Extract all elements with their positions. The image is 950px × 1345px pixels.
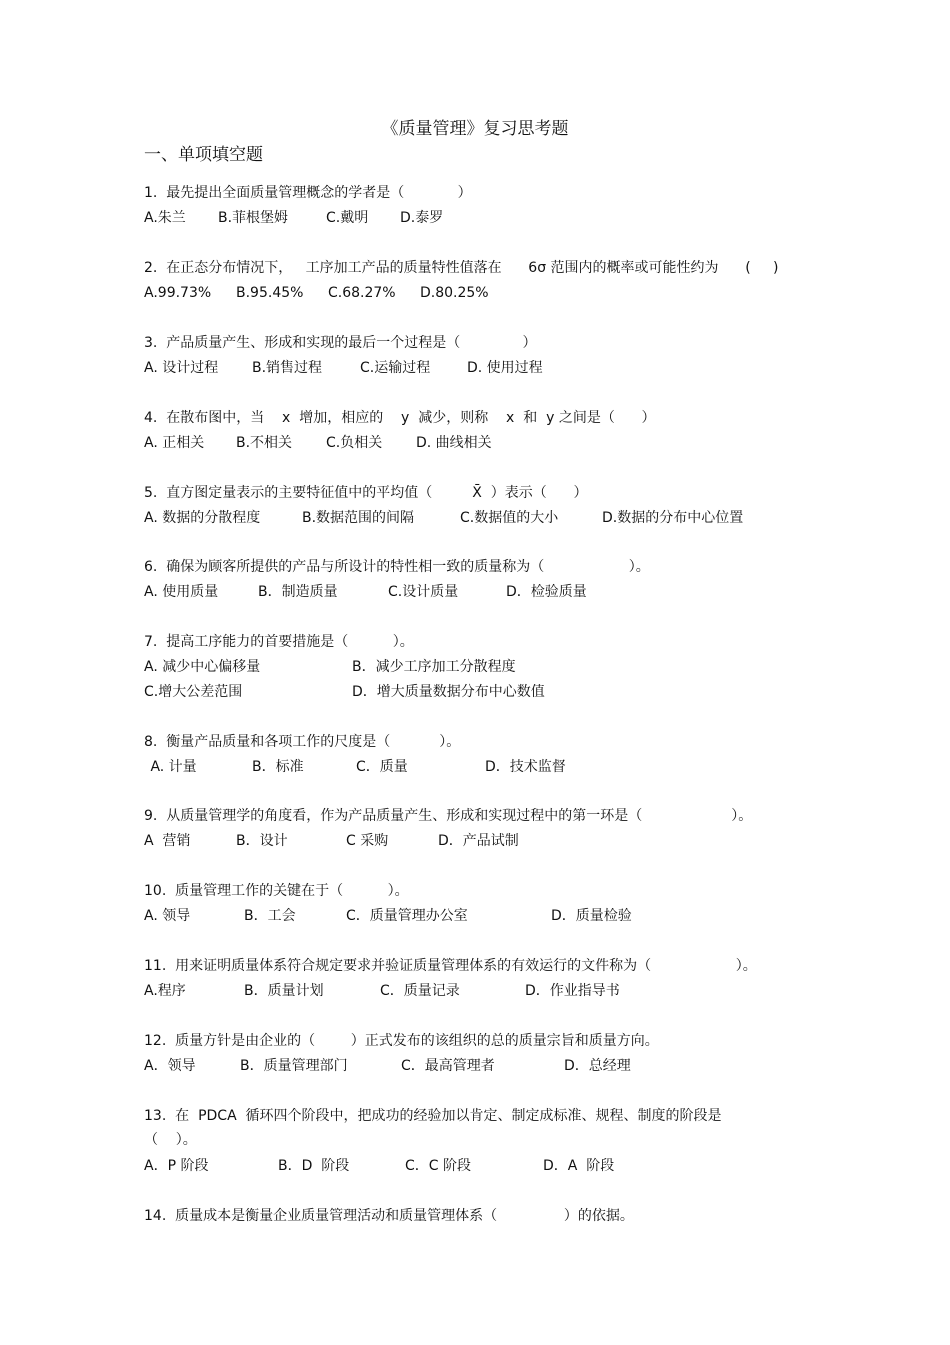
question-1-option-c: C.戴明 — [326, 210, 369, 226]
question-12-stem: 12. 质量方针是由企业的（ ）正式发布的该组织的总的质量宗旨和质量方向。 — [144, 1033, 659, 1049]
question-4-stem: 4. 在散布图中，当 x 增加，相应的 y 减少，则称 x 和 y 之间是（ ） — [144, 410, 656, 426]
question-13-stem-continuation: （ ）。 — [144, 1132, 197, 1148]
question-11-stem: 11. 用来证明质量体系符合规定要求并验证质量管理体系的有效运行的文件称为（ ）。 — [144, 958, 757, 974]
question-7-option-c: C.增大公差范围 — [144, 684, 243, 700]
question-6-option-d: D．检验质量 — [506, 584, 587, 600]
question-14-stem: 14. 质量成本是衡量企业质量管理活动和质量管理体系（ ）的依据。 — [144, 1208, 634, 1224]
question-10-option-a: A. 领导 — [144, 908, 191, 924]
question-10-stem: 10. 质量管理工作的关键在于（ ）。 — [144, 883, 409, 899]
question-3-option-d: D. 使用过程 — [467, 360, 543, 376]
question-10-option-d: D．质量检验 — [551, 908, 632, 924]
question-6-stem: 6. 确保为顾客所提供的产品与所设计的特性相一致的质量称为（ ）。 — [144, 559, 650, 575]
question-8-stem: 8. 衡量产品质量和各项工作的尺度是（ ）。 — [144, 734, 461, 750]
question-2-option-c: C.68.27% — [328, 285, 396, 301]
question-4-option-a: A. 正相关 — [144, 435, 205, 451]
question-12-option-a: A．领导 — [144, 1058, 196, 1074]
question-7-stem: 7. 提高工序能力的首要措施是（ ）。 — [144, 634, 414, 650]
question-5-stem: 5. 直方图定量表示的主要特征值中的平均值（ X̄ ）表示（ ） — [144, 485, 588, 501]
question-9-option-a: A 营销 — [144, 833, 191, 849]
question-3-option-c: C.运输过程 — [360, 360, 431, 376]
question-2-option-a: A.99.73% — [144, 285, 212, 301]
question-7-option-a: A. 减少中心偏移量 — [144, 659, 261, 675]
question-13-option-c: C．C 阶段 — [405, 1158, 472, 1174]
question-6-option-a: A. 使用质量 — [144, 584, 219, 600]
question-3-stem: 3. 产品质量产生、形成和实现的最后一个过程是（ ） — [144, 335, 537, 351]
question-5-option-b: B.数据范围的间隔 — [302, 510, 415, 526]
question-5-option-c: C.数据值的大小 — [460, 510, 559, 526]
question-10-option-c: C．质量管理办公室 — [346, 908, 468, 924]
question-6-option-b: B．制造质量 — [258, 584, 338, 600]
question-8-option-a: A. 计量 — [146, 759, 197, 775]
question-13-option-d: D．A 阶段 — [543, 1158, 615, 1174]
question-8-option-c: C．质量 — [356, 759, 408, 775]
question-13-stem: 13. 在 PDCA 循环四个阶段中，把成功的经验加以肯定、制定成标准、规程、制度的阶段是 — [144, 1108, 722, 1124]
question-12-option-c: C．最高管理者 — [401, 1058, 495, 1074]
section-heading: 一、单项填空题 — [144, 145, 263, 165]
question-11-option-d: D．作业指导书 — [525, 983, 620, 999]
question-1-stem: 1. 最先提出全面质量管理概念的学者是（ ） — [144, 185, 472, 201]
question-8-option-b: B．标准 — [252, 759, 304, 775]
question-7-option-d: D．增大质量数据分布中心数值 — [352, 684, 545, 700]
question-4-option-c: C.负相关 — [326, 435, 383, 451]
question-2-option-d: D.80.25% — [420, 285, 489, 301]
question-5-option-a: A. 数据的分散程度 — [144, 510, 261, 526]
question-9-stem: 9. 从质量管理学的角度看，作为产品质量产生、形成和实现过程中的第一环是（ ）。 — [144, 808, 753, 824]
question-4-option-d: D. 曲线相关 — [416, 435, 492, 451]
question-3-option-a: A. 设计过程 — [144, 360, 219, 376]
question-8-option-d: D．技术监督 — [485, 759, 566, 775]
question-11-option-c: C．质量记录 — [380, 983, 460, 999]
question-11-option-a: A.程序 — [144, 983, 186, 999]
question-1-option-b: B.菲根堡姆 — [218, 210, 289, 226]
question-7-option-b: B．减少工序加工分散程度 — [352, 659, 516, 675]
question-9-option-b: B．设计 — [236, 833, 288, 849]
question-3-option-b: B.销售过程 — [252, 360, 323, 376]
page-title: 《质量管理》复习思考题 — [381, 119, 569, 139]
question-9-option-d: D．产品试制 — [438, 833, 519, 849]
question-11-option-b: B．质量计划 — [244, 983, 324, 999]
question-6-option-c: C.设计质量 — [388, 584, 459, 600]
question-12-option-d: D．总经理 — [564, 1058, 631, 1074]
question-4-option-b: B.不相关 — [236, 435, 293, 451]
question-10-option-b: B．工会 — [244, 908, 296, 924]
question-13-option-b: B．D 阶段 — [278, 1158, 350, 1174]
question-13-option-a: A．P 阶段 — [144, 1158, 209, 1174]
question-5-option-d: D.数据的分布中心位置 — [602, 510, 744, 526]
question-2-option-b: B.95.45% — [236, 285, 304, 301]
question-1-option-d: D.泰罗 — [400, 210, 444, 226]
question-12-option-b: B．质量管理部门 — [240, 1058, 348, 1074]
question-9-option-c: C 采购 — [346, 833, 389, 849]
question-1-option-a: A.朱兰 — [144, 210, 186, 226]
question-2-stem: 2. 在正态分布情况下， 工序加工产品的质量特性值落在 6σ 范围内的概率或可能性约为 ( ) — [144, 260, 779, 276]
